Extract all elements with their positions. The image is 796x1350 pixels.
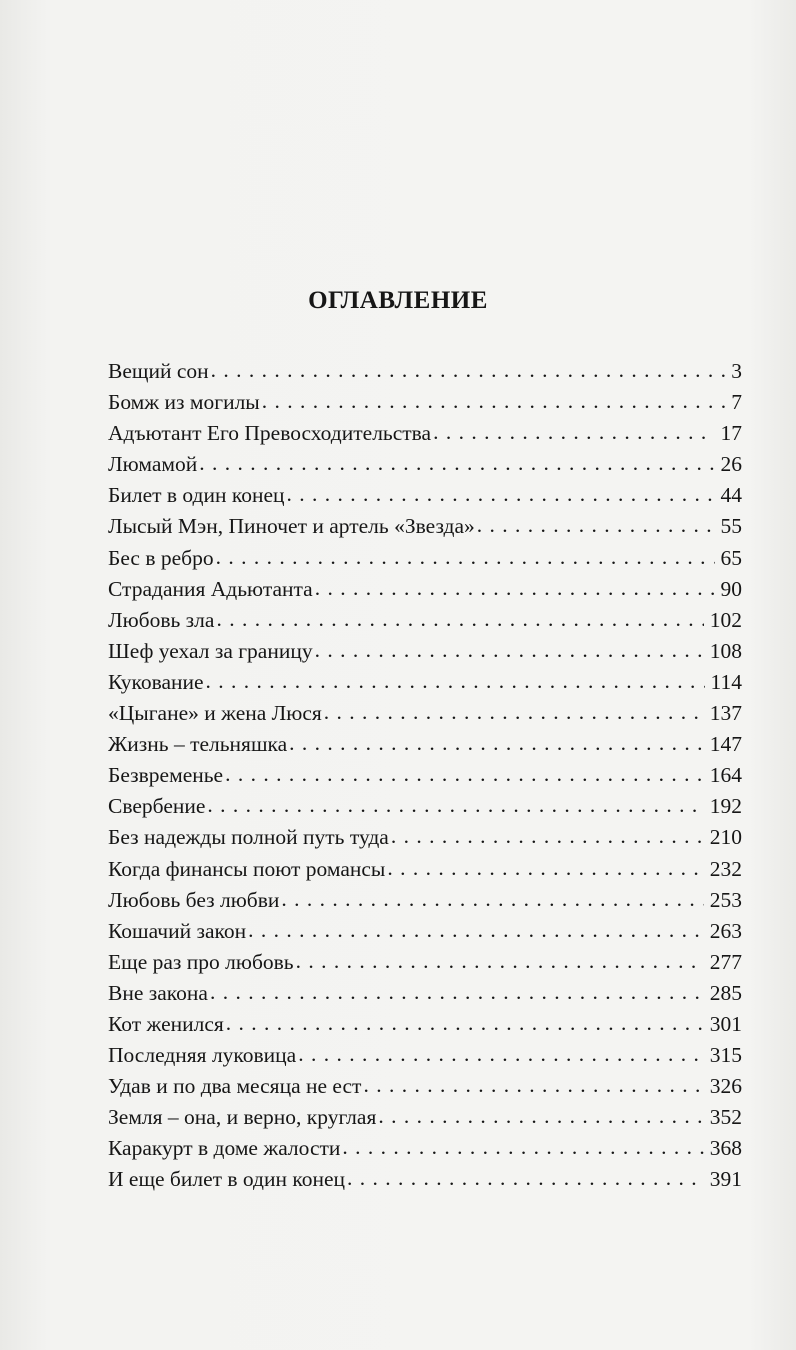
toc-entry-page-number: 315 — [709, 1043, 742, 1068]
toc-entry — [108, 885, 742, 916]
dot-leader — [391, 821, 704, 852]
toc-entry-page-number: 90 — [720, 576, 742, 601]
dot-leader — [262, 386, 726, 417]
toc-entry — [108, 760, 742, 791]
dot-leader — [206, 666, 705, 697]
toc-entry-title: Любовь без любви — [108, 887, 280, 912]
toc-entry-page-number: 352 — [709, 1105, 742, 1130]
toc-entry-title: Вне закона — [108, 980, 208, 1005]
toc-entry-title: Земля – она, и верно, круглая — [108, 1105, 377, 1130]
toc-entry-page-number: 114 — [710, 669, 742, 694]
toc-entry — [108, 667, 742, 698]
dot-leader — [226, 1008, 704, 1039]
dot-leader — [296, 946, 704, 977]
toc-entry — [108, 1040, 742, 1071]
toc-entry-page-number: 3 — [731, 359, 742, 383]
dot-leader — [363, 1070, 703, 1101]
dot-leader — [378, 1101, 703, 1132]
toc-entry-title: Свербение — [108, 794, 206, 819]
toc-entry — [108, 947, 742, 978]
toc-entry — [108, 543, 742, 574]
toc-entry — [108, 1071, 742, 1102]
toc-entry-page-number: 102 — [709, 607, 742, 632]
toc-entry — [108, 698, 742, 729]
toc-entry — [108, 1102, 742, 1133]
toc-entry-title: Лысый Мэн, Пиночет и артель «Звезда» — [108, 514, 475, 539]
dot-leader — [433, 417, 714, 448]
toc-entry-title: Бес в ребро — [108, 545, 214, 570]
toc-entry — [108, 1009, 742, 1040]
toc-entry-title: Кот женился — [108, 1011, 224, 1036]
dot-leader — [287, 479, 715, 510]
toc-entry-page-number: 210 — [709, 825, 742, 850]
toc-entry-title: Адъютант Его Превосходительства — [108, 421, 432, 446]
toc-entry-title: Жизнь – тельняшка — [108, 732, 288, 757]
toc-entry-page-number: 232 — [709, 856, 742, 881]
toc-entry-title: Без надежды полной путь туда — [108, 825, 389, 850]
toc-entry-title: Кошачий закон — [108, 918, 247, 943]
toc-entry-page-number: 368 — [709, 1136, 742, 1161]
toc-entry — [108, 1164, 742, 1195]
toc-entry-title: Безвременье — [108, 763, 224, 788]
toc-entry-page-number: 253 — [709, 887, 742, 912]
dot-leader — [289, 728, 704, 759]
toc-entry — [108, 605, 742, 636]
toc-entry — [108, 387, 742, 418]
toc-entry-title: И еще билет в один конец — [108, 1167, 346, 1192]
dot-leader — [225, 759, 704, 790]
page-title: ОГЛАВЛЕНИЕ — [308, 287, 488, 314]
dot-leader — [315, 573, 715, 604]
toc-entry-page-number: 147 — [709, 732, 742, 757]
toc-entry — [108, 978, 742, 1009]
toc-entry-page-number: 326 — [709, 1074, 742, 1099]
toc-entry-page-number: 263 — [709, 918, 742, 943]
dot-leader — [281, 884, 703, 915]
toc-entry-title: Каракурт в доме жалости — [108, 1136, 341, 1161]
toc-entry-title: Билет в один конец — [108, 483, 285, 508]
dot-leader — [324, 697, 704, 728]
toc-entry-title: Вещий сон — [108, 359, 209, 383]
toc-entry — [108, 418, 742, 449]
toc-entry — [108, 574, 742, 605]
toc-entry-title: Страдания Адьютанта — [108, 576, 313, 601]
toc-entry-title: Бомж из могилы — [108, 390, 260, 415]
toc-entry-page-number: 65 — [720, 545, 742, 570]
toc-entry — [108, 511, 742, 542]
dot-leader — [199, 448, 714, 479]
dot-leader — [211, 355, 726, 386]
toc-entry — [108, 480, 742, 511]
dot-leader — [342, 1132, 703, 1163]
dot-leader — [210, 977, 704, 1008]
toc-entry-title: Еще раз про любовь — [108, 949, 294, 974]
toc-entry-page-number: 26 — [720, 452, 742, 477]
dot-leader — [347, 1163, 704, 1194]
toc-entry-title: Любовь зла — [108, 607, 215, 632]
toc-entry-page-number: 391 — [709, 1167, 742, 1192]
toc-entry-title: Кукование — [108, 669, 204, 694]
toc-entry-page-number: 55 — [720, 514, 742, 539]
toc-entry-page-number: 7 — [731, 390, 742, 415]
toc-entry-page-number: 301 — [709, 1011, 742, 1036]
toc-entry-page-number: 277 — [709, 949, 742, 974]
toc-entry-page-number: 17 — [720, 421, 742, 446]
toc-entry — [108, 1133, 742, 1164]
dot-leader — [216, 542, 715, 573]
toc-entry — [108, 791, 742, 822]
toc-entry — [108, 729, 742, 760]
toc-entry-title: Когда финансы поют романсы — [108, 856, 386, 881]
toc-entry-page-number: 137 — [709, 701, 742, 726]
toc-entry-title: Шеф уехал за границу — [108, 638, 313, 663]
dot-leader — [248, 915, 704, 946]
toc-entry — [108, 854, 742, 885]
toc-entry-title: Последняя луковица — [108, 1043, 297, 1068]
toc-entry-page-number: 108 — [709, 638, 742, 663]
toc-entry — [108, 916, 742, 947]
toc-entry-page-number: 285 — [709, 980, 742, 1005]
dot-leader — [315, 635, 704, 666]
toc-entry — [108, 449, 742, 480]
toc-entry — [108, 636, 742, 667]
toc-entry-title: Удав и по два месяца не ест — [108, 1074, 362, 1099]
dot-leader — [216, 604, 703, 635]
toc-entry — [108, 822, 742, 853]
toc-entry-title: Люмамой — [108, 452, 198, 477]
toc-entry-title: «Цыгане» и жена Люся — [108, 701, 322, 726]
dot-leader — [298, 1039, 704, 1070]
toc-entry-page-number: 192 — [709, 794, 742, 819]
toc-entry-page-number: 164 — [709, 763, 742, 788]
dot-leader — [387, 853, 703, 884]
table-of-contents — [108, 356, 742, 1196]
dot-leader — [477, 510, 715, 541]
toc-entry — [108, 356, 742, 387]
toc-entry-page-number: 44 — [720, 483, 742, 508]
dot-leader — [207, 790, 703, 821]
